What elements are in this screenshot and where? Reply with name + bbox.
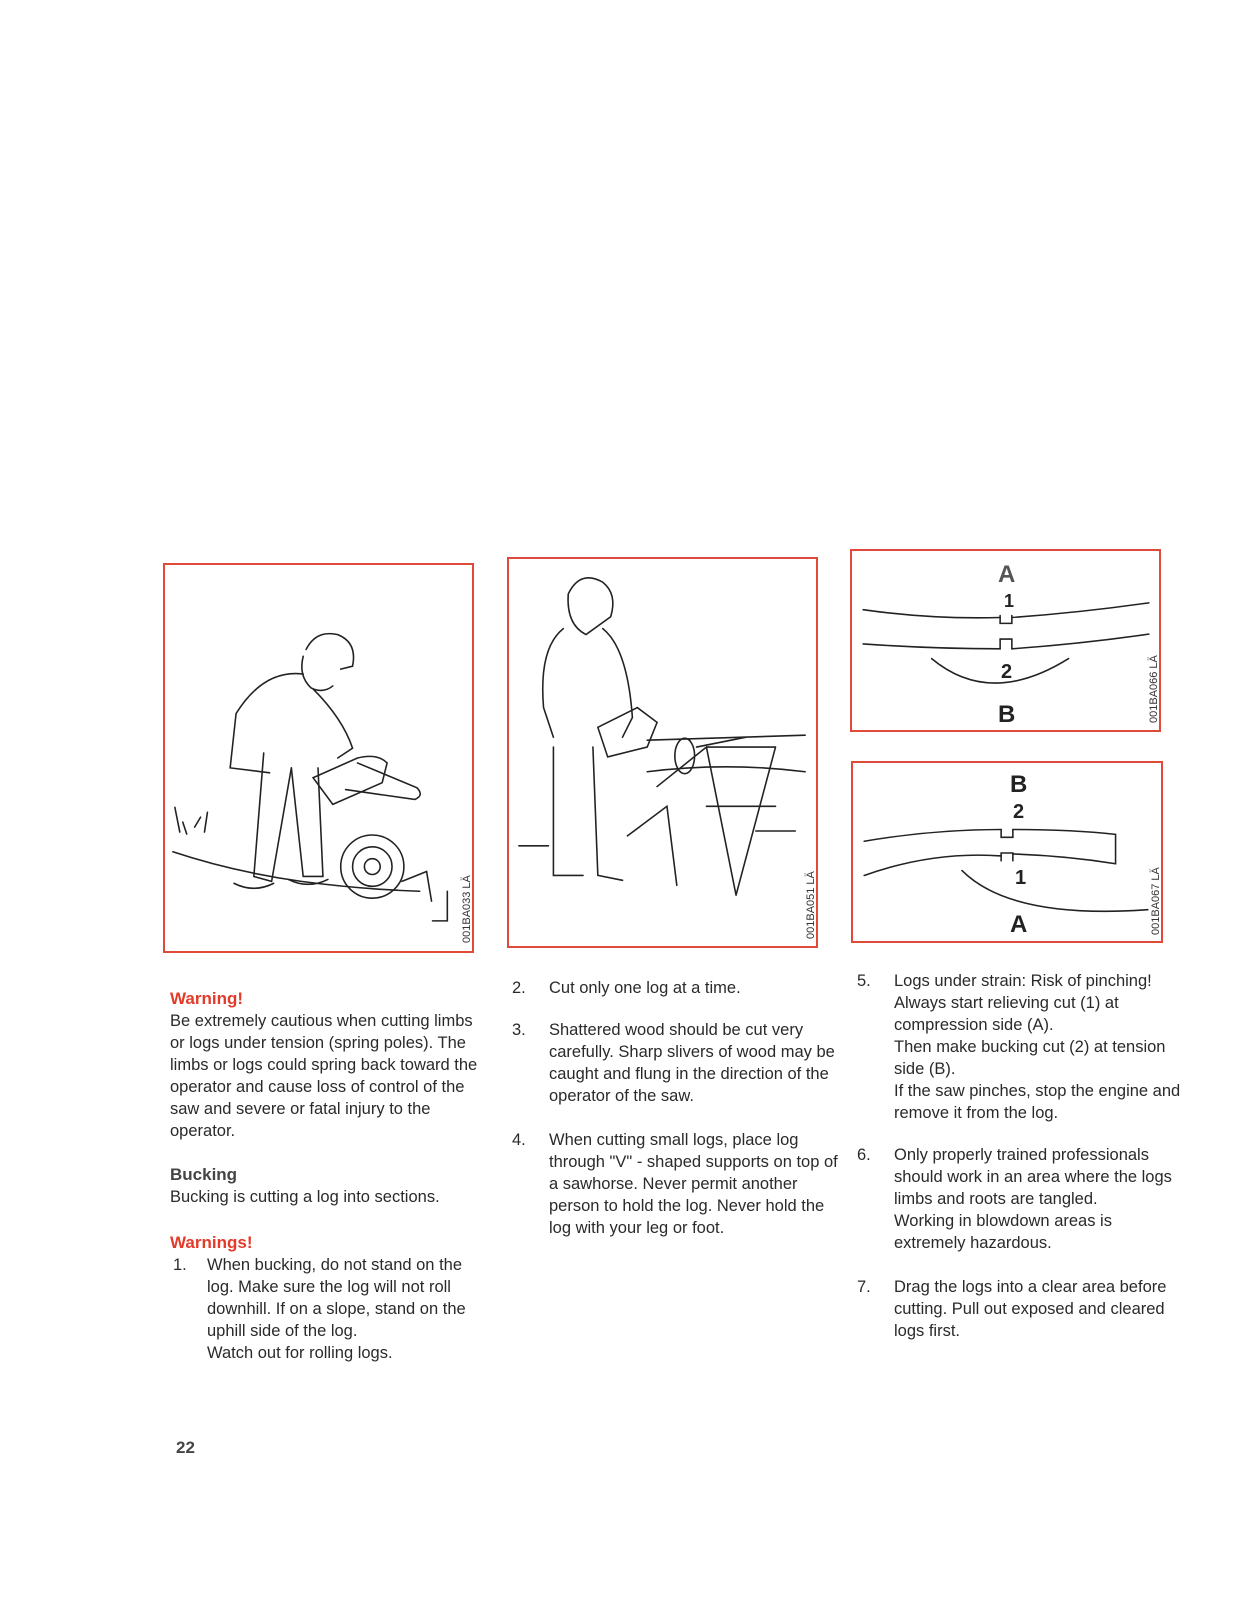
label-A-top: A bbox=[998, 561, 1016, 588]
list-text: Drag the logs into a clear area before cutting. Pull out exposed and cleared logs first. bbox=[894, 1278, 1167, 1340]
figure-code-2: 001BA051 LÄ bbox=[805, 871, 817, 939]
warning-heading: Warning! bbox=[170, 989, 244, 1008]
figure-code-4: 001BA067 LÄ bbox=[1150, 867, 1162, 935]
list-text: Logs under strain: Risk of pinching! Always start relieving cut (1) at compression side (A). bbox=[894, 972, 1152, 1034]
list-number: 5. bbox=[857, 972, 871, 990]
cut-number-1: 1 bbox=[1004, 591, 1015, 611]
list-number: 1. bbox=[173, 1256, 187, 1274]
list-number: 3. bbox=[512, 1021, 526, 1039]
figure-sawhorse bbox=[507, 557, 818, 948]
bucking-body: Bucking is cutting a log into sections. bbox=[170, 1188, 440, 1206]
cut-number-1-bottom: 1 bbox=[1015, 867, 1027, 889]
list-item-1 bbox=[170, 1254, 488, 1364]
list-number: 2. bbox=[512, 979, 526, 997]
list-text: Then make bucking cut (2) at tension side (B). bbox=[894, 1038, 1166, 1078]
figure-code-3: 001BA066 LÄ bbox=[1148, 655, 1160, 723]
label-B-top: B bbox=[1010, 771, 1028, 798]
list-item-4 bbox=[512, 1129, 842, 1239]
page-number: 22 bbox=[176, 1438, 195, 1457]
list-text: When cutting small logs, place log through "V" - shaped supports on top of a sawhorse. Never permit another person to hold the log. Never hold the log with your leg or foot. bbox=[549, 1131, 838, 1237]
list-item-7 bbox=[857, 1276, 1185, 1342]
list-number: 4. bbox=[512, 1131, 526, 1149]
diagram-cut-sequence-b bbox=[853, 763, 1161, 941]
column-3 bbox=[857, 970, 1185, 1342]
figure-code-1: 001BA033 LÄ bbox=[461, 875, 473, 943]
list-number: 6. bbox=[857, 1146, 871, 1164]
illustration-operator-bucking bbox=[165, 565, 472, 951]
list-item-5 bbox=[857, 970, 1185, 1124]
figure-log-strain-a bbox=[850, 549, 1161, 732]
list-item-2 bbox=[512, 977, 842, 999]
column-2 bbox=[512, 977, 842, 1239]
list-text: When bucking, do not stand on the log. Make sure the log will not roll downhill. If on a slope, stand on the uphill side of the log. bbox=[207, 1256, 466, 1340]
list-text: Cut only one log at a time. bbox=[549, 979, 741, 997]
illustration-sawhorse-cutting bbox=[509, 559, 816, 946]
list-item-6 bbox=[857, 1144, 1185, 1254]
list-number: 7. bbox=[857, 1278, 871, 1296]
column-1 bbox=[170, 988, 488, 1364]
label-A-bottom: A bbox=[1010, 911, 1028, 938]
list-text: Only properly trained professionals should work in an area where the logs limbs and roots are tangled. bbox=[894, 1146, 1172, 1208]
list-text-extra: Watch out for rolling logs. bbox=[207, 1344, 393, 1362]
warning-body: Be extremely cautious when cutting limbs or logs under tension (spring poles). The limbs or logs could spring back toward the operator and cause loss of control of the saw and severe or fatal injury to the operator. bbox=[170, 1012, 478, 1140]
cut-number-2: 2 bbox=[1001, 661, 1013, 683]
list-text: If the saw pinches, stop the engine and remove it from the log. bbox=[894, 1082, 1181, 1122]
bucking-heading: Bucking bbox=[170, 1165, 238, 1184]
list-text: Working in blowdown areas is extremely hazardous. bbox=[894, 1212, 1112, 1252]
label-B-bottom: B bbox=[998, 701, 1016, 728]
figure-log-strain-b bbox=[851, 761, 1163, 943]
cut-number-2-top: 2 bbox=[1013, 801, 1025, 823]
warnings-heading: Warnings! bbox=[170, 1233, 253, 1252]
figure-bucking-on-ground bbox=[163, 563, 474, 953]
list-item-3 bbox=[512, 1019, 842, 1107]
list-text: Shattered wood should be cut very carefully. Sharp slivers of wood may be caught and flung in the direction of the operator of the saw. bbox=[549, 1021, 835, 1105]
